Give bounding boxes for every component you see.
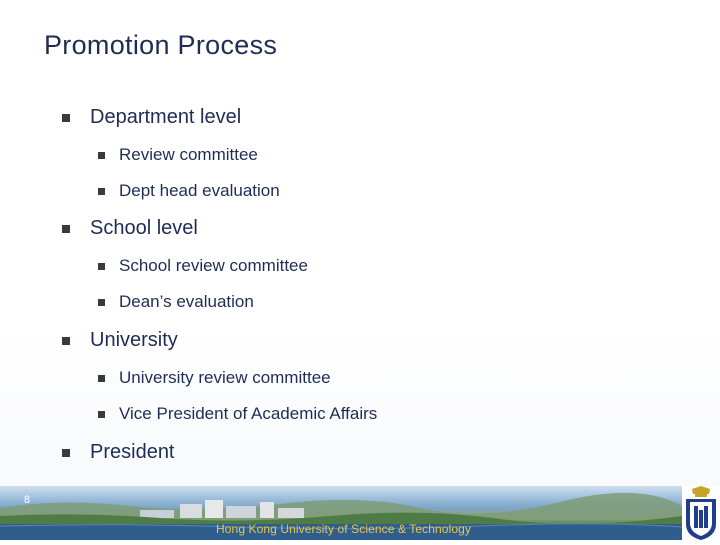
footer-banner <box>0 486 720 540</box>
sub-bullet-label: Dean’s evaluation <box>119 292 254 311</box>
sub-bullet-review-committee <box>98 145 258 165</box>
hkust-logo-icon <box>682 486 720 540</box>
footer-university-name: Hong Kong University of Science & Technology <box>216 522 471 536</box>
bullet-label: School level <box>90 217 198 239</box>
bullet-label: University <box>90 329 178 351</box>
sub-bullet-university-review-committee <box>98 368 331 388</box>
sub-bullet-label: University review committee <box>119 368 331 387</box>
sub-bullet-label: Dept head evaluation <box>119 181 280 200</box>
sub-bullet-label: Vice President of Academic Affairs <box>119 404 378 423</box>
sub-bullet-vice-president <box>98 404 377 424</box>
bullet-department-level <box>62 106 241 129</box>
sub-bullet-deans-evaluation <box>98 292 254 312</box>
bullet-label: President <box>90 441 175 463</box>
sub-bullet-label: School review committee <box>119 256 308 275</box>
slide-title: Promotion Process <box>44 30 278 60</box>
square-bullet-icon <box>62 337 70 345</box>
square-bullet-icon <box>98 152 105 159</box>
bullet-label: Department level <box>90 106 242 128</box>
square-bullet-icon <box>98 263 105 270</box>
bullet-president <box>62 441 175 464</box>
square-bullet-icon <box>62 114 70 122</box>
bullet-university <box>62 329 178 352</box>
square-bullet-icon <box>62 449 70 457</box>
square-bullet-icon <box>62 225 70 233</box>
sub-bullet-dept-head-evaluation <box>98 181 280 201</box>
square-bullet-icon <box>98 299 105 306</box>
square-bullet-icon <box>98 411 105 418</box>
bullet-school-level <box>62 217 198 240</box>
page-number: 8 <box>24 494 31 506</box>
sub-bullet-school-review-committee <box>98 256 308 276</box>
square-bullet-icon <box>98 375 105 382</box>
sub-bullet-label: Review committee <box>119 145 258 164</box>
square-bullet-icon <box>98 188 105 195</box>
